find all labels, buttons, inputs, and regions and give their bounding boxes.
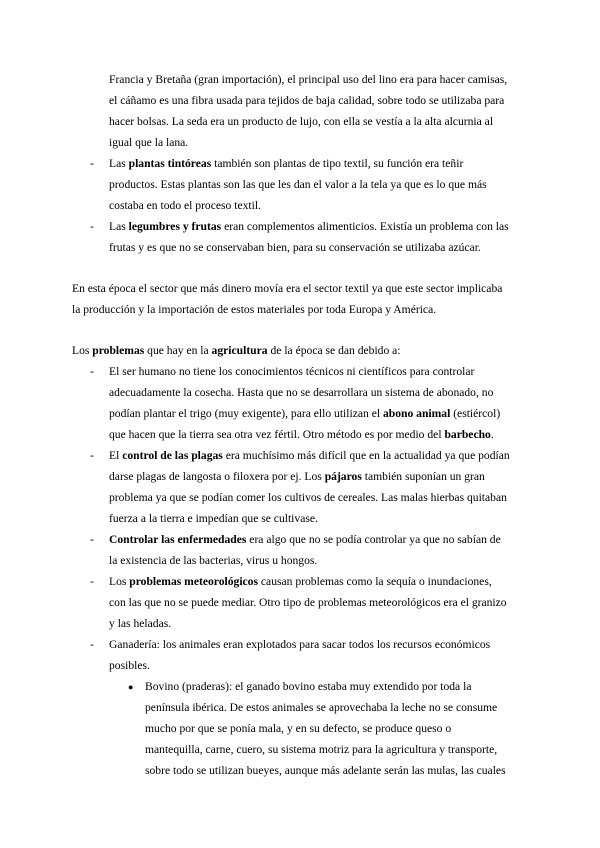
tintoreas-line-2: productos. Estas plantas son las que les dan el valor a la tela ya que es lo que más [109,178,487,191]
legumbres-line-1: Las legumbres y frutas eran complementos alimenticios. Existía un problema con las [109,220,509,233]
continuation-line-4: igual que la lana. [109,136,189,149]
continuation-line-3: hacer bolsas. La seda era un producto de lujo, con ella se vestía a la alta alcurnia al [109,115,494,128]
ganaderia-line-2: posibles. [109,659,150,672]
tintoreas-line-3: costaba en todo el proceso textil. [109,199,261,212]
bovino-line-2: península ibérica. De estos animales se aprovechaba la leche no se consume [145,701,498,714]
list-dash: - [90,533,94,546]
continuation-line-2: el cáñamo es una fibra usada para tejidos de baja calidad, sobre todo se utilizaba para [109,94,505,107]
bovino-line-4: mantequilla, carne, cuero, su sistema motriz para la agricultura y transporte, [145,743,498,756]
conocimientos-line-4: que hacen que la tierra sea otra vez fértil. Otro método es por medio del barbecho. [109,428,494,441]
conocimientos-line-3: podían plantar el trigo (muy exigente), para ello utilizan el abono animal (estiércol) [109,407,501,420]
list-dash: - [90,220,94,233]
list-dash: - [90,157,94,170]
plagas-line-3: problema ya que se podían comer los cultivos de cereales. Las malas hierbas quitaban [109,491,507,504]
bovino-line-1: Bovino (praderas): el ganado bovino estaba muy extendido por toda la [145,680,472,693]
enfermedades-line-2: la existencia de las bacterias, virus u hongos. [109,554,318,567]
textil-paragraph-line-2: la producción y la importación de estos materiales por toda Europa y América. [72,303,437,316]
textil-paragraph-line-1: En esta época el sector que más dinero movía era el sector textil ya que este sector implicaba [72,282,503,295]
meteorologicos-line-1: Los problemas meteorológicos causan problemas como la sequía o inundaciones, [109,575,492,588]
ganaderia-line-1: Ganadería: los animales eran explotados para sacar todos los recursos económicos [109,638,491,651]
legumbres-line-2: frutas y es que no se conservaban bien, para su conservación se utilizaba azúcar. [109,241,481,254]
plagas-line-2: darse plagas de langosta o filoxera por ej. Los pájaros también suponían un gran [109,470,485,483]
continuation-line-1: Francia y Bretaña (gran importación), el principal uso del lino era para hacer camisas, [109,73,508,86]
bullet-dot: ● [128,682,134,692]
meteorologicos-line-3: y las heladas. [109,617,172,630]
list-dash: - [90,575,94,588]
list-dash: - [90,449,94,462]
conocimientos-line-1: El ser humano no tiene los conocimientos técnicos ni científicos para controlar [109,365,475,378]
meteorologicos-line-2: con las que no se puede mediar. Otro tipo de problemas meteorológicos era el granizo [109,596,507,609]
plagas-line-1: El control de las plagas era muchísimo más difícil que en la actualidad ya que podían [109,449,510,462]
bovino-line-5: sobre todo se utilizan bueyes, aunque más adelante serán las mulas, las cuales [145,764,506,777]
list-dash: - [90,365,94,378]
plagas-line-4: fuerza a la tierra e impedían que se cultivase. [109,512,318,525]
problemas-intro: Los problemas que hay en la agricultura de la época se dan debido a: [72,344,401,357]
bovino-line-3: mucho por que se ponía mala, y en su defecto, se produce queso o [145,722,452,735]
list-dash: - [90,638,94,651]
tintoreas-line-1: Las plantas tintóreas también son plantas de tipo textil, su función era teñir [109,157,464,170]
enfermedades-line-1: Controlar las enfermedades era algo que no se podía controlar ya que no sabían de [109,533,501,546]
conocimientos-line-2: adecuadamente la cosecha. Hasta que no se desarrollara un sistema de abonado, no [109,386,494,399]
